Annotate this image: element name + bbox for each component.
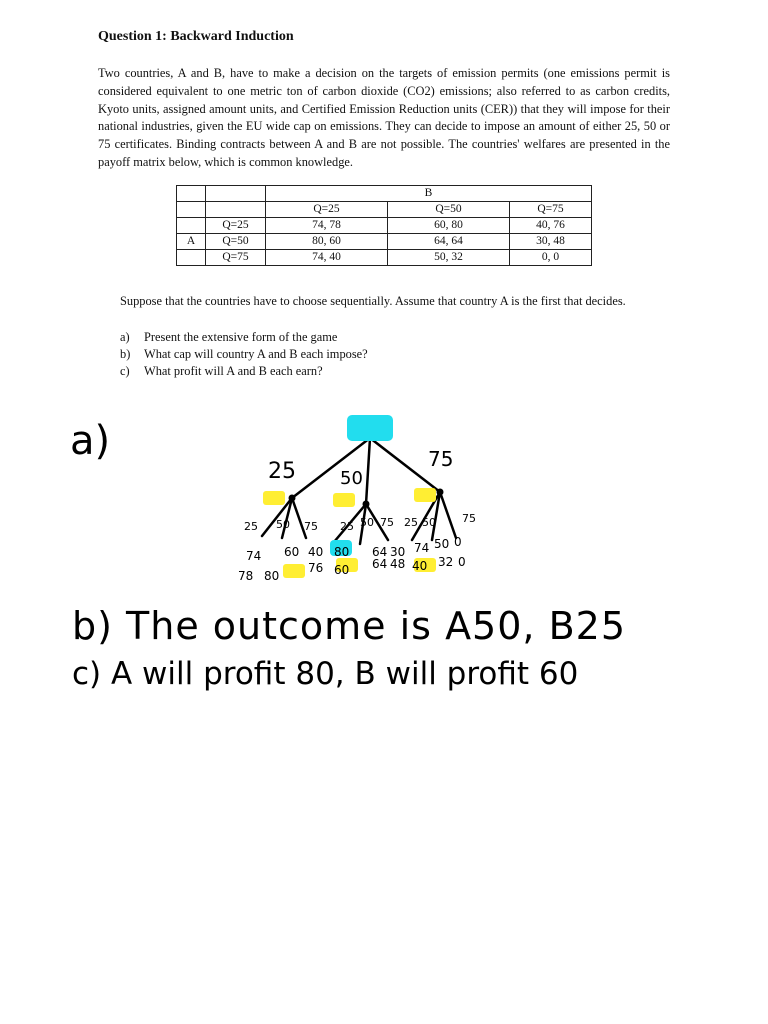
leaf-payoff-b: 78 <box>238 569 254 583</box>
row-player-label: A <box>177 234 206 250</box>
top-branch-label: 50 <box>340 468 363 489</box>
payoff-cell: 60, 80 <box>388 218 510 234</box>
row-header: Q=50 <box>206 234 266 250</box>
col-header: Q=75 <box>510 202 592 218</box>
part-label: b) <box>120 347 131 361</box>
top-branch-label: 75 <box>428 447 454 471</box>
part-text: Present the extensive form of the game <box>144 330 338 344</box>
payoff-cell: 40, 76 <box>510 218 592 234</box>
col-header: Q=50 <box>388 202 510 218</box>
leaf-payoff-a: 40 <box>308 545 324 559</box>
part-label: a) <box>120 330 130 344</box>
leaf-highlight <box>283 564 305 578</box>
sub-branch-label: 75 <box>462 512 476 525</box>
leaf-payoff-a: 0 <box>454 535 462 549</box>
handwritten-answer-b: b) The outcome is A50, B25 <box>72 604 626 648</box>
leaf-payoff-a: 60 <box>284 545 300 559</box>
leaf-payoff-b: 76 <box>308 561 324 575</box>
leaf-payoff-b: 80 <box>264 569 280 583</box>
leaf-payoff-b: 0 <box>458 555 466 569</box>
leaf-payoff-a: 80 <box>334 545 350 559</box>
question-intro: Two countries, A and B, have to make a decision on the targets of emission permits (one emissions permit is considered equivalent to one metric ton of carbon dioxide (CO2) emissions; also referred to as carbon credits, Kyoto units, assigned amount units, and Certified Emission Reduction units (CER)) that they will impose for their national industries, given the EU wide cap on emissions. They can decide to impose an amount of either 25, 50 or 75 certificates. Binding contracts between A and B are not possible. The countries' welfares are presented in the payoff matrix below, which is common knowledge. <box>98 66 670 169</box>
col-header: Q=25 <box>266 202 388 218</box>
sub-branch-label: 25 <box>340 520 354 533</box>
root-highlight <box>347 415 393 441</box>
sub-branch-label: 50 <box>422 516 436 529</box>
payoff-cell: 30, 48 <box>510 234 592 250</box>
part-text: What profit will A and B each earn? <box>144 364 323 378</box>
payoff-cell: 50, 32 <box>388 250 510 266</box>
node-highlight <box>414 488 436 502</box>
leaf-payoff-b: 40 <box>412 559 428 573</box>
top-branch-label: 25 <box>268 459 296 484</box>
handwritten-part-a-label: a) <box>70 418 111 464</box>
part-text: What cap will country A and B each impose? <box>144 347 368 361</box>
sub-branch-label: 75 <box>304 520 318 533</box>
sub-branch-label: 50 <box>276 518 290 531</box>
handwritten-answer-c: c) A will profit 80, B will profit 60 <box>72 656 579 692</box>
leaf-payoff-b: 64 <box>372 557 388 571</box>
row-header: Q=75 <box>206 250 266 266</box>
leaf-payoff-a: 30 <box>390 545 406 559</box>
decision-node <box>437 489 444 496</box>
node-highlight <box>333 493 355 507</box>
decision-node <box>289 495 296 502</box>
leaf-payoff-a: 64 <box>372 545 388 559</box>
col-player-label: B <box>266 186 592 202</box>
sub-branch-label: 25 <box>404 516 418 529</box>
leaf-payoff-a: 74 <box>246 549 262 563</box>
part-label: c) <box>120 364 130 378</box>
payoff-cell: 80, 60 <box>266 234 388 250</box>
followup-text: Suppose that the countries have to choose sequentially. Assume that country A is the first that decides. <box>120 294 626 308</box>
leaf-payoff-a: 50 <box>434 537 450 551</box>
leaf-payoff-b: 60 <box>334 563 350 577</box>
payoff-cell: 0, 0 <box>510 250 592 266</box>
sub-branch-label: 75 <box>380 516 394 529</box>
top-branch-line <box>366 438 370 504</box>
payoff-cell: 74, 78 <box>266 218 388 234</box>
leaf-payoff-b: 32 <box>438 555 454 569</box>
sub-branch-line <box>440 492 456 538</box>
decision-node <box>363 501 370 508</box>
leaf-payoff-a: 74 <box>414 541 430 555</box>
leaf-payoff-b: 48 <box>390 557 406 571</box>
question-title: Question 1: Backward Induction <box>98 29 294 44</box>
sub-branch-label: 50 <box>360 516 374 529</box>
row-header: Q=25 <box>206 218 266 234</box>
node-highlight <box>263 491 285 505</box>
sub-branch-label: 25 <box>244 520 258 533</box>
payoff-cell: 64, 64 <box>388 234 510 250</box>
payoff-cell: 74, 40 <box>266 250 388 266</box>
